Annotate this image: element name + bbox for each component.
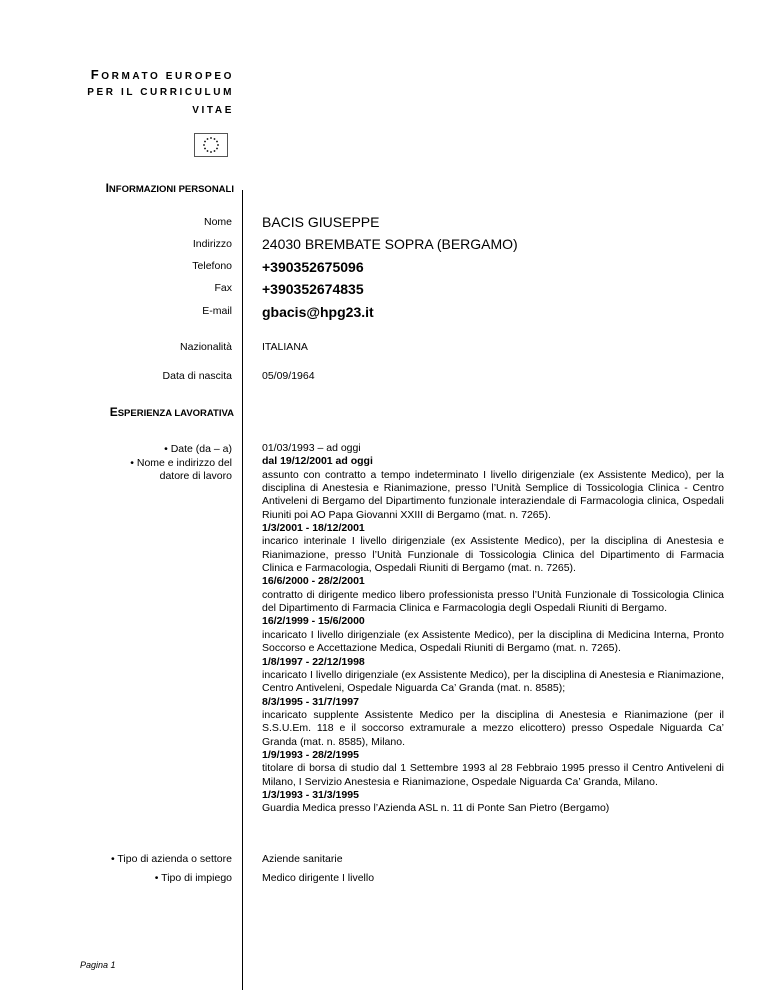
header-line-1-rest: ORMATO EUROPEO bbox=[101, 71, 234, 82]
experience-description: incaricato supplente Assistente Medico per la disciplina di Anestesia e Rianimazione (per il S.S.U.Em. 118 e il soccorso extramurale a mezzo elicottero) presso Ospedale Niguarda Ca’ Granda (mat. n. 8585), Milano. bbox=[262, 708, 724, 748]
fax-value: +390352674835 bbox=[262, 281, 364, 297]
fax-label: Fax bbox=[214, 282, 232, 294]
experience-block bbox=[262, 442, 724, 816]
section-work-rest: SPERIENZA LAVORATIVA bbox=[117, 408, 234, 419]
section-personal-rest: NFORMAZIONI PERSONALI bbox=[108, 184, 234, 195]
experience-description: contratto di dirigente medico libero professionista presso l’Unità Funzionale di Tossicologia Clinica del Dipartimento di Farmacia Clinica e Farmacologia degli Ospedali Riuniti di Bergamo. bbox=[262, 588, 724, 615]
experience-period: dal 19/12/2001 ad oggi bbox=[262, 455, 373, 468]
company-type-label: • Tipo di azienda o settore bbox=[110, 853, 232, 865]
experience-description: incarico interinale I livello dirigenziale (ex Assistente Medico), per la disciplina di Anestesia e Rianimazione, presso l’Unità Funzionale di Tossicologia Clinica del Dipartimento di Farmacia Clinica e Farmacologia, Ospedali Riuniti di Bergamo (mat. n. 7265). bbox=[262, 535, 724, 575]
birth-label: Data di nascita bbox=[162, 370, 232, 382]
address-value: 24030 BREMBATE SOPRA (BERGAMO) bbox=[262, 236, 518, 252]
dates-label: • Date (da – a) bbox=[164, 443, 232, 455]
nationality-label: Nazionalità bbox=[180, 341, 232, 353]
experience-entries bbox=[262, 455, 724, 815]
experience-period: 1/8/1997 - 22/12/1998 bbox=[262, 655, 365, 668]
employer-label: • Nome e indirizzo del datore di lavoro bbox=[130, 457, 232, 482]
experience-description: assunto con contratto a tempo indeterminato I livello dirigenziale (ex Assistente Medico), per la disciplina di Anestesia e Rianimazione, presso l’Unità Semplice di Tossicologia Clinica - Centro Antiveleni di Bergamo del Dipartimento funzionale interaziendale di Farmacologia clinica, Ospedali Riuniti poi AO Papa Giovanni XXIII di Bergamo (mat. n. 7265). bbox=[262, 468, 724, 521]
experience-description: Guardia Medica presso l’Azienda ASL n. 11 di Ponte San Pietro (Bergamo) bbox=[262, 802, 610, 815]
experience-period: 16/6/2000 - 28/2/2001 bbox=[262, 575, 365, 588]
section-work-initial: E bbox=[109, 405, 118, 419]
experience-period: 16/2/1999 - 15/6/2000 bbox=[262, 615, 365, 628]
experience-description: incaricato I livello dirigenziale (ex Assistente Medico), per la disciplina di Anestesia e Rianimazione, Centro Antiveleni, Ospedale Niguarda Ca’ Granda (mat. n. 8585); bbox=[262, 668, 724, 695]
phone-value: +390352675096 bbox=[262, 259, 364, 275]
header-line-1-initial: F bbox=[90, 67, 102, 82]
birth-value: 05/09/1964 bbox=[262, 370, 315, 382]
header-line-3: VITAE bbox=[192, 105, 234, 116]
company-type-value: Aziende sanitarie bbox=[262, 853, 343, 865]
header-line-2: PER IL CURRICULUM bbox=[87, 87, 234, 98]
eu-flag-icon bbox=[194, 133, 228, 157]
experience-period: 1/9/1993 - 28/2/1995 bbox=[262, 748, 359, 761]
experience-description: titolare di borsa di studio dal 1 Settembre 1993 al 28 Febbraio 1995 presso il Centro Antiveleni di Milano, I Servizio Anestesia e Rianimazione, Ospedale Niguarda Ca’ Granda, Milano. bbox=[262, 762, 724, 788]
dates-value: 01/03/1993 – ad oggi bbox=[262, 442, 361, 454]
experience-period: 1/3/2001 - 18/12/2001 bbox=[262, 522, 365, 535]
name-label: Nome bbox=[203, 216, 232, 228]
job-type-value: Medico dirigente I livello bbox=[262, 872, 375, 884]
section-title-personal bbox=[80, 182, 234, 196]
experience-period: 1/3/1993 - 31/3/1995 bbox=[262, 788, 359, 801]
vertical-divider bbox=[242, 190, 243, 990]
email-value: gbacis@hpg23.it bbox=[262, 304, 374, 320]
nationality-value: ITALIANA bbox=[262, 341, 308, 353]
phone-label: Telefono bbox=[192, 260, 232, 272]
email-label: E-mail bbox=[202, 305, 232, 317]
job-type-label: • Tipo di impiego bbox=[154, 872, 232, 884]
header-line-1 bbox=[0, 68, 234, 84]
experience-description: incaricato I livello dirigenziale (ex Assistente Medico), per la disciplina di Medicina Interna, Pronto Soccorso e Accettazione Medica, Ospedali Riuniti di Bergamo (mat. n. 7265). bbox=[262, 628, 724, 655]
section-personal-initial: I bbox=[105, 181, 109, 195]
name-value: BACIS GIUSEPPE bbox=[262, 214, 380, 230]
experience-period: 8/3/1995 - 31/7/1997 bbox=[262, 695, 359, 708]
address-label: Indirizzo bbox=[192, 238, 232, 250]
section-title-work bbox=[80, 406, 234, 420]
page-number: Pagina 1 bbox=[80, 960, 116, 970]
